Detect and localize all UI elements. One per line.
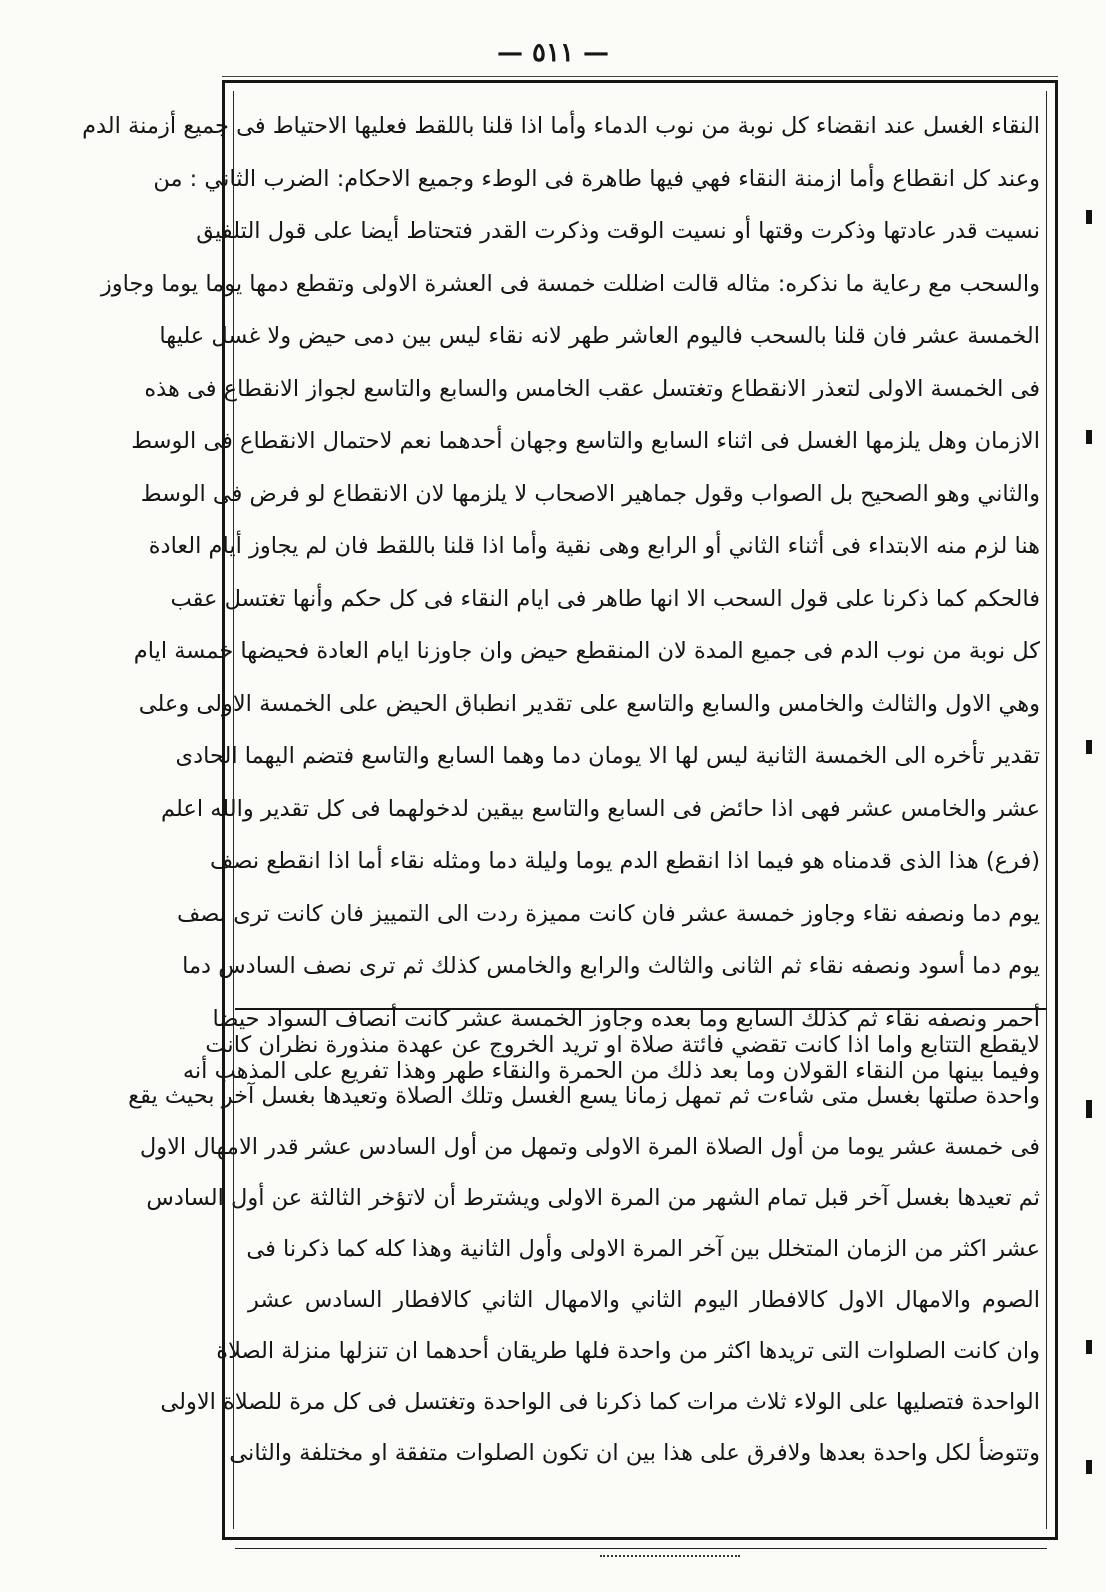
- text-line: أحمر ونصفه نقاء ثم كذلك السابع وما بعده وجاوز الخمسة عشر كانت أنصاف السواد حيضا: [212, 1005, 1040, 1032]
- text-line: يوم دما ونصفه نقاء وجاوز خمسة عشر فان كانت مميزة ردت الى التمييز فان كانت ترى نصف: [176, 900, 1040, 927]
- scan-edge-mark: [1086, 1100, 1092, 1118]
- text-line: تقدير تأخره الى الخمسة الثانية ليس لها الا يومان دما وهما السابع والتاسع فتضم اليهما الحادى: [175, 743, 1040, 769]
- footnote-line: عشر اكثر من الزمان المتخلل بين آخر المرة الاولى وأول الثانية وهذا كله كما ذكرنا فى: [246, 1236, 1040, 1262]
- footnote-text-block: [128, 1020, 1040, 1479]
- scan-edge-mark: [1086, 1340, 1092, 1354]
- text-line: وفيما بينها من النقاء القولان وما بعد ذلك من الحمرة والنقاء طهر وهذا تفريع على المذهب أنه: [182, 1058, 1040, 1084]
- text-line: نسيت قدر عادتها وذكرت وقتها أو نسيت الوقت وذكرت القدر فتحتاط أيضا على قول التلفيق: [196, 218, 1040, 244]
- text-line: هنا لزم منه الابتداء فى أثناء الثاني أو الرابع وهى نقية وأما اذا قلنا باللقط فان لم يجاوز أيام العادة: [148, 533, 1040, 559]
- text-line: عشر والخامس عشر فهى اذا حائض فى السابع والتاسع بيقين لدخولهما فى كل تقدير والله اعلم: [160, 795, 1040, 822]
- text-line: كل نوبة من نوب الدم فى جميع المدة لان المنقطع حيض وان جاوزنا ايام العادة فحيضها خمسة ايام: [133, 638, 1040, 664]
- text-line: وعند كل انقطاع وأما ازمنة النقاء فهي فيها طاهرة فى الوطء وجميع الاحكام: الضرب الثاني : من: [153, 165, 1040, 192]
- footnote-line: وتتوضأ لكل واحدة بعدها ولافرق على هذا بين ان تكون الصلوات متفقة او مختلفة والثانى: [229, 1440, 1040, 1466]
- text-line: الازمان وهل يلزمها الغسل فى اثناء السابع والتاسع وجهان أحدهما نعم لاحتمال الانقطاع فى الوسط: [131, 428, 1040, 454]
- text-line: (فرع) هذا الذى قدمناه هو فيما اذا انقطع الدم يوما وليلة دما ومثله نقاء أما اذا انقطع نصف: [210, 848, 1040, 874]
- text-line: فى الخمسة الاولى لتعذر الانقطاع وتغتسل عقب الخامس والسابع والتاسع لجواز الانقطاع فى هذه: [144, 375, 1040, 402]
- text-line: يوم دما أسود ونصفه نقاء ثم الثانى والثالث والرابع والخامس كذلك ثم ترى نصف السادس دما: [182, 953, 1040, 979]
- frame-top-rule: [222, 76, 1058, 77]
- footnote-line: لايقطع التتابع واما اذا كانت تقضي فائتة صلاة او تريد الخروج عن عهدة منذورة نظران كانت: [205, 1032, 1040, 1058]
- footnote-line: واحدة صلتها بغسل متى شاءت ثم تمهل زمانا يسع الغسل وتلك الصلاة وتعيدها بغسل آخر بحيث يقع: [128, 1083, 1040, 1109]
- text-line: الخمسة عشر فان قلنا بالسحب فاليوم العاشر طهر لانه نقاء ليس بين دمى حيض ولا غسل عليها: [159, 323, 1040, 349]
- footnote-line: وان كانت الصلوات التى تريدها اكثر من واحدة فلها طريقان أحدهما ان تنزلها منزلة الصلاة: [216, 1338, 1040, 1364]
- main-text-block: [82, 100, 1040, 1098]
- text-line: النقاء الغسل عند انقضاء كل نوبة من نوب الدماء وأما اذا قلنا باللقط فعليها الاحتياط فى جميع أزمنة الدم: [82, 113, 1040, 139]
- scan-edge-mark: [1086, 430, 1092, 444]
- bottom-rule: [235, 1548, 1047, 1549]
- footnote-line: الصوم والامهال الاول كالافطار اليوم الثاني والامهال الثاني كالافطار السادس عشر: [248, 1287, 1040, 1313]
- footnote-line: فى خمسة عشر يوما من أول الصلاة المرة الاولى وتمهل من أول السادس عشر قدر الامهال الاول: [139, 1134, 1040, 1160]
- text-line: والسحب مع رعاية ما نذكره: مثاله قالت اضللت خمسة فى العشرة الاولى وتقطع دمها يوما يوما وجاوز: [100, 270, 1040, 297]
- section-divider: [235, 1008, 1047, 1010]
- scan-edge-mark: [1086, 740, 1092, 754]
- page-number: — ٥١١ —: [496, 38, 610, 68]
- scan-edge-mark: [1086, 1460, 1092, 1474]
- scan-edge-mark: [1086, 210, 1092, 224]
- text-line: فالحكم كما ذكرنا على قول السحب الا انها طاهر فى ايام النقاء فى كل حكم وأنها تغتسل عقب: [170, 585, 1040, 612]
- footnote-line: ثم تعيدها بغسل آخر قبل تمام الشهر من المرة الاولى ويشترط أن لاتؤخر الثالثة عن أول السادس: [146, 1185, 1040, 1211]
- footnote-line: الواحدة فتصليها على الولاء ثلاث مرات كما ذكرنا فى الواحدة وتغتسل فى كل مرة للصلاة الاولى: [160, 1389, 1040, 1415]
- text-line: وهي الاول والثالث والخامس والسابع والتاسع على تقدير انطباق الحيض على الخمسة الاولى وعلى: [138, 690, 1040, 717]
- text-line: والثاني وهو الصحيح بل الصواب وقول جماهير الاصحاب لا يلزمها لان الانقطاع لو فرض فى الوسط: [140, 480, 1040, 507]
- bottom-ornament-rule: [600, 1555, 740, 1557]
